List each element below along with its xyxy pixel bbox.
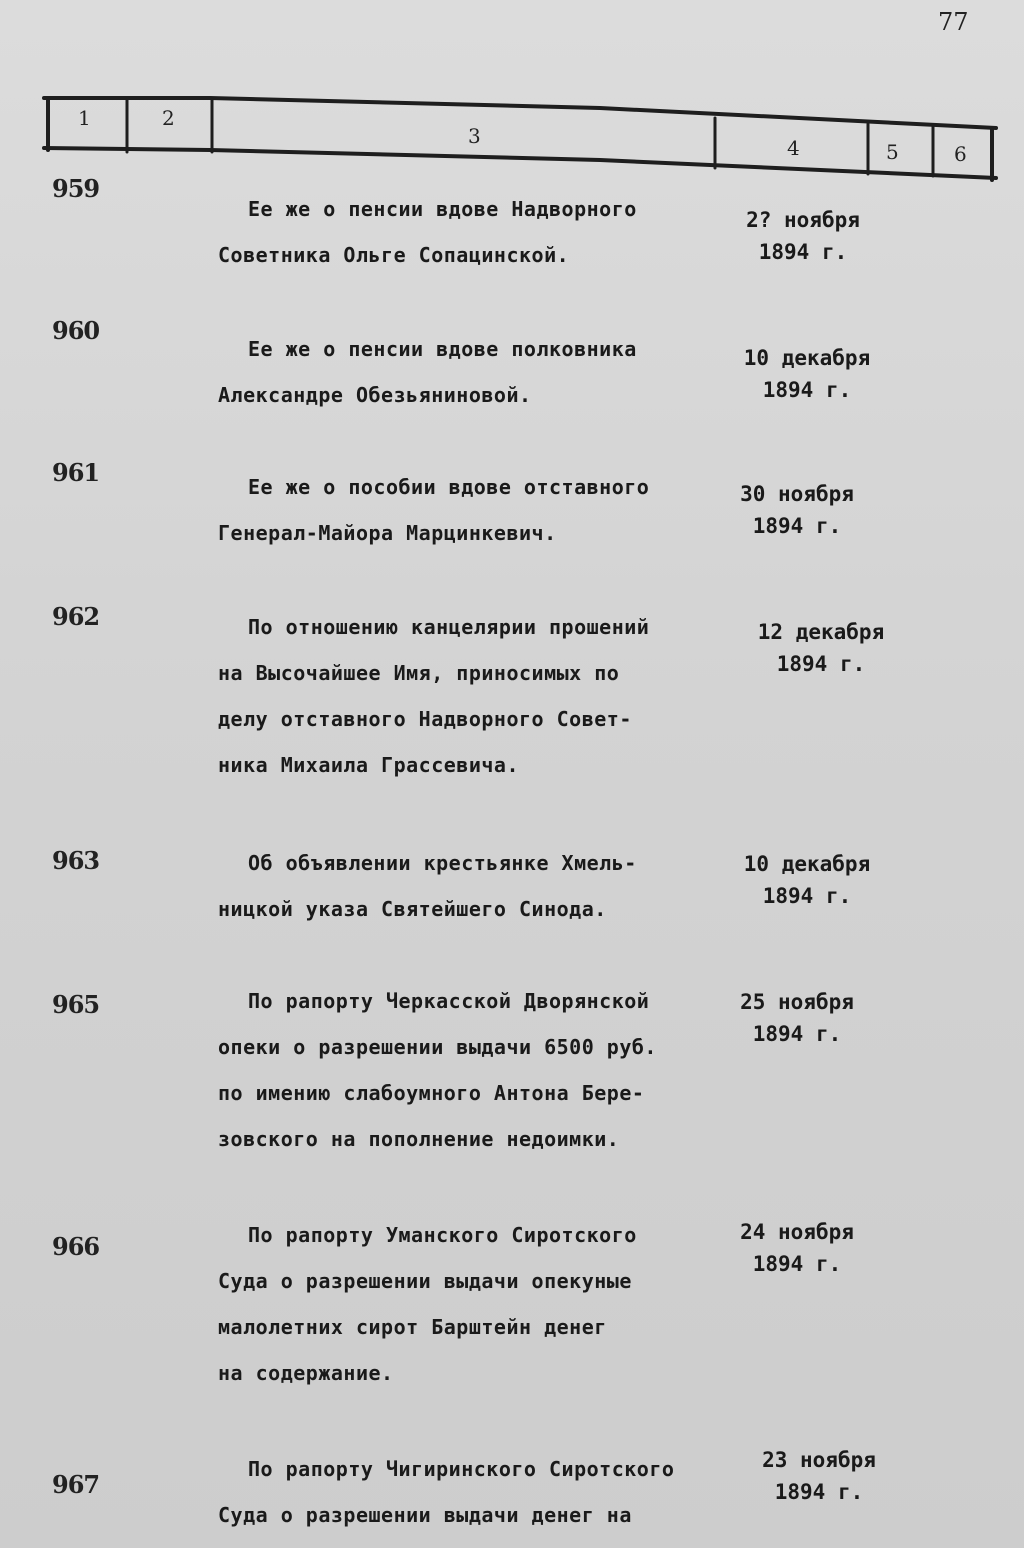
entry-number: 960 bbox=[52, 316, 100, 345]
entry-date-year: 1894 г. bbox=[752, 1022, 842, 1046]
column-5-label: 5 bbox=[886, 140, 899, 164]
entry-description: Об объявлении крестьянке Хмель- ницкой указа Святейшего Синода. bbox=[218, 851, 637, 921]
entry-description: По рапорту Черкасской Дворянской опеки о разрешении выдачи 6500 руб. по имению слабоумного Антона Бере- зовского на пополнение недоимки. bbox=[218, 989, 657, 1151]
page-number: 77 bbox=[938, 8, 969, 36]
entry-date-year: 1894 г. bbox=[776, 652, 866, 676]
entry-date-day-month: 2? ноября bbox=[746, 208, 860, 232]
entry-date-year: 1894 г. bbox=[762, 884, 852, 908]
entry-date bbox=[734, 1444, 904, 1508]
entry-date bbox=[736, 616, 906, 680]
entry-date-year: 1894 г. bbox=[758, 240, 848, 264]
entry-description: Ее же о пособии вдове отставного Генерал-Майора Марцинкевич. bbox=[218, 475, 650, 545]
table-header-lines bbox=[0, 0, 1024, 200]
column-4-label: 4 bbox=[787, 136, 800, 160]
entry-date-day-month: 10 декабря bbox=[743, 852, 871, 876]
entry-date bbox=[712, 1216, 882, 1280]
entry-date-day-month: 30 ноября bbox=[740, 482, 854, 506]
entry-date-day-month: 12 декабря bbox=[757, 620, 885, 644]
column-6-label: 6 bbox=[954, 142, 967, 166]
entry-date-year: 1894 г. bbox=[762, 378, 852, 402]
entry-description: По отношению канцелярии прошений на Высочайшее Имя, приносимых по делу отставного Надворного Совет- ника Михаила Грассевича. bbox=[218, 615, 650, 777]
column-2-label: 2 bbox=[162, 106, 175, 130]
entry-date bbox=[712, 986, 882, 1050]
entry-date bbox=[718, 204, 888, 268]
entry-number: 966 bbox=[52, 1232, 100, 1261]
entry-number: 963 bbox=[52, 846, 100, 875]
entry-description: Ее же о пенсии вдове полковника Александре Обезьяниновой. bbox=[218, 337, 637, 407]
entry-number: 965 bbox=[52, 990, 100, 1019]
entry-description: По рапорту Чигиринского Сиротского Суда о разрешении выдачи денег на bbox=[218, 1457, 675, 1527]
entry-date-day-month: 25 ноября bbox=[740, 990, 854, 1014]
column-3-label: 3 bbox=[468, 124, 481, 148]
entry-date-year: 1894 г. bbox=[752, 1252, 842, 1276]
entry-date-day-month: 10 декабря bbox=[743, 346, 871, 370]
entry-number: 962 bbox=[52, 602, 100, 631]
entry-date bbox=[712, 478, 882, 542]
entry-date-day-month: 24 ноября bbox=[740, 1220, 854, 1244]
entry-number: 961 bbox=[52, 458, 100, 487]
entry-description: По рапорту Уманского Сиротского Суда о разрешении выдачи опекуные малолетних сирот Барштейн денег на содержание. bbox=[218, 1223, 637, 1385]
entry-number: 959 bbox=[52, 174, 100, 203]
entry-number: 967 bbox=[52, 1470, 100, 1499]
column-1-label: 1 bbox=[78, 106, 91, 130]
entry-date-year: 1894 г. bbox=[774, 1480, 864, 1504]
entry-description: Ее же о пенсии вдове Надворного Советника Ольге Сопацинской. bbox=[218, 197, 637, 267]
entry-date bbox=[722, 342, 892, 406]
entry-date-year: 1894 г. bbox=[752, 514, 842, 538]
entry-date-day-month: 23 ноября bbox=[762, 1448, 876, 1472]
entry-date bbox=[722, 848, 892, 912]
